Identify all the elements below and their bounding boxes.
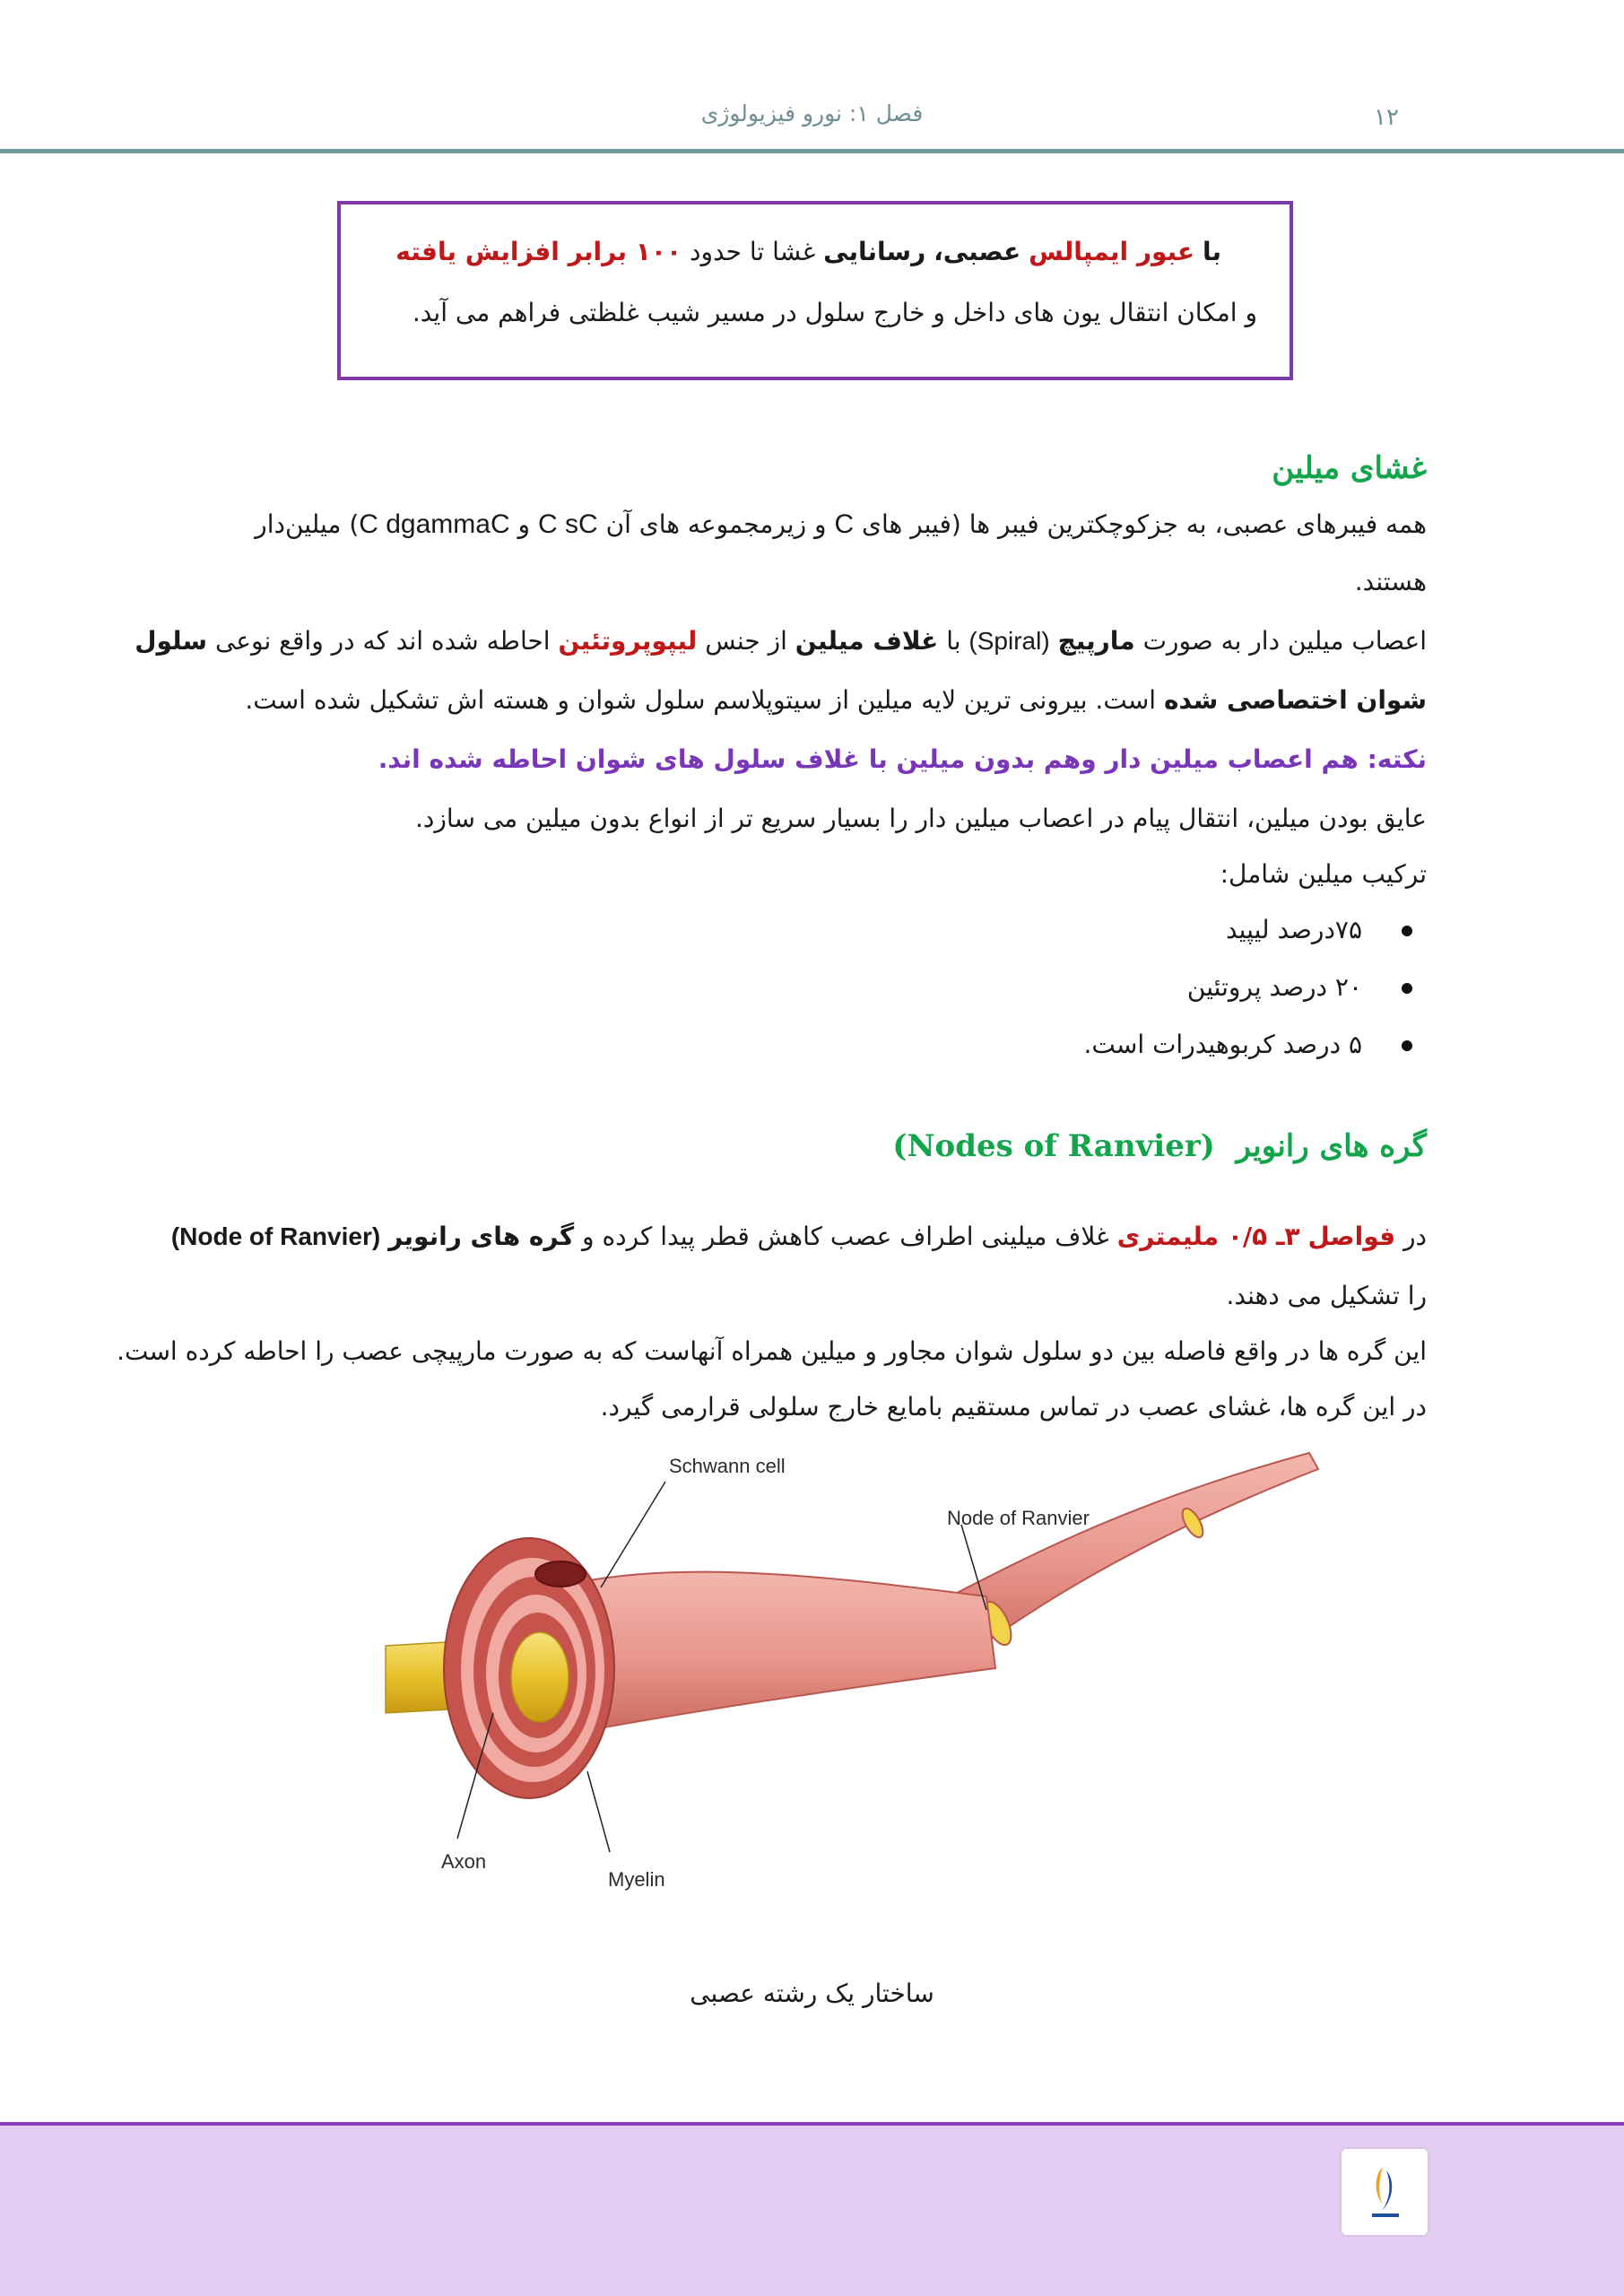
- chapter-title: فصل ۱: نورو فیزیولوژی: [700, 100, 924, 126]
- bullet-icon: [1402, 1040, 1412, 1051]
- label-schwann-cell: Schwann cell: [669, 1455, 786, 1477]
- text-run: با: [946, 626, 961, 656]
- list-item-text: ۲۰ درصد پروتئین: [1186, 972, 1362, 1002]
- note-box-line-1: [395, 237, 1221, 266]
- text-run-bold: سلول: [135, 626, 208, 656]
- section-heading-myelin: غشای میلین: [1272, 450, 1427, 486]
- text-run: از جنس: [705, 626, 787, 656]
- leader-line: [601, 1482, 665, 1587]
- publisher-logo: [1342, 2149, 1428, 2235]
- myelin-paragraph-2-continued: [197, 685, 1427, 715]
- label-axon: Axon: [441, 1850, 487, 1873]
- text-run: اعصاب میلین دار به صورت: [1142, 626, 1427, 656]
- note-text: رسانایی: [823, 237, 926, 266]
- text-run-highlight: ۳ـ ۰/۵ ملیمتری: [1116, 1222, 1300, 1251]
- logo-icon: [1342, 2149, 1428, 2235]
- list-item-text: ۵ درصد کربوهیدرات است.: [1083, 1030, 1362, 1059]
- heading-text: (Nodes of Ranvier): [892, 1128, 1215, 1164]
- label-node-of-ranvier: Node of Ranvier: [947, 1507, 1090, 1529]
- ranvier-paragraph-2: این گره ها در واقع فاصله بین دو سلول شوان مجاور و میلین همراه آنهاست که به صورت مارپیچی عصب را احاطه کرده است.: [117, 1336, 1427, 1366]
- bullet-icon: [1402, 926, 1412, 936]
- myelin-paragraph-2: [135, 626, 1427, 656]
- text-run-highlight: فواصل: [1307, 1222, 1396, 1251]
- myelin-paragraph-1-continued: هستند.: [1354, 567, 1427, 596]
- text-run: C: [834, 509, 855, 539]
- highlight-note-box: [337, 201, 1293, 380]
- note-box-line-2: و امکان انتقال یون های داخل و خارج سلول در مسیر شیب غلظتی فراهم می آید.: [412, 298, 1257, 327]
- ranvier-paragraph-1-continued: را تشکیل می دهند.: [1226, 1281, 1427, 1310]
- text-run: در: [1403, 1222, 1427, 1251]
- bullet-icon: [1402, 983, 1412, 994]
- note-text-highlight: عبور ایمپالس: [1029, 237, 1195, 266]
- myelin-composition-intro: ترکیب میلین شامل:: [1220, 859, 1427, 889]
- composition-list-item: [1187, 972, 1362, 1002]
- heading-text: گره های رانویر: [1236, 1128, 1427, 1164]
- text-run-bold: مارپیچ: [1057, 626, 1135, 656]
- note-text-highlight: ۱۰۰ برابر افزایش یافته: [395, 237, 682, 266]
- myelin-paragraph-3: عایق بودن میلین، انتقال پیام در اعصاب میلین دار را بسیار سریع تر از انواع بدون میلین می سازد.: [415, 804, 1427, 833]
- note-text: غشا تا حدود: [689, 237, 816, 266]
- text-run: ) میلین‌دار: [255, 509, 360, 539]
- nerve-fiber-illustration: [377, 1444, 1327, 1928]
- text-run: و زیرمجموعه های آن: [605, 509, 827, 539]
- text-run-bold: (Node of Ranvier): [170, 1222, 381, 1250]
- label-myelin: Myelin: [608, 1868, 665, 1891]
- ranvier-paragraph-3: در این گره ها، غشای عصب در تماس مستقیم بامایع خارج سلولی قرارمی گیرد.: [600, 1392, 1427, 1422]
- ranvier-paragraph-1: [170, 1222, 1427, 1251]
- axon-cross-section: [511, 1632, 569, 1722]
- text-run: همه فیبرهای عصبی، به جزکوچکترین فیبر ها (فیبر های: [862, 509, 1427, 539]
- text-run-bold: غلاف میلین: [795, 626, 939, 656]
- text-run-bold: شوان اختصاصی شده: [1163, 685, 1427, 715]
- note-text: عصبی،: [934, 237, 1021, 266]
- page-number: ۱۲: [1374, 104, 1399, 131]
- text-run: غلاف میلینی اطراف عصب کاهش قطر پیدا کرده و: [582, 1222, 1109, 1251]
- composition-list-item: [1084, 1030, 1362, 1059]
- myelin-paragraph-1: [197, 509, 1427, 540]
- text-run: C sC: [537, 509, 598, 539]
- header-divider: [0, 149, 1624, 153]
- text-run-bold: گره های رانویر: [388, 1222, 575, 1251]
- composition-list-item: [1226, 915, 1362, 944]
- figure-caption: ساختار یک رشته عصبی: [690, 1979, 934, 2008]
- leader-line: [587, 1771, 610, 1852]
- list-item-text: ۷۵درصد لیپید: [1225, 915, 1362, 944]
- text-run-highlight: لیپوپروتئین: [558, 626, 698, 656]
- myelin-note: نکته: هم اعصاب میلین دار وهم بدون میلین با غلاف سلول های شوان احاطه شده اند.: [378, 744, 1427, 774]
- text-run: احاطه شده اند که در واقع نوعی: [214, 626, 551, 656]
- note-text: با: [1202, 237, 1221, 266]
- text-run: (Spiral): [968, 627, 1050, 655]
- section-heading-ranvier: [892, 1128, 1427, 1164]
- text-run: است. بیرونی ترین لایه میلین از سیتوپلاسم سلول شوان و هسته اش تشکیل شده است.: [245, 685, 1157, 715]
- schwann-cell-nucleus: [535, 1561, 586, 1587]
- text-run: C dgammaC: [359, 509, 510, 539]
- text-run: و: [517, 509, 531, 539]
